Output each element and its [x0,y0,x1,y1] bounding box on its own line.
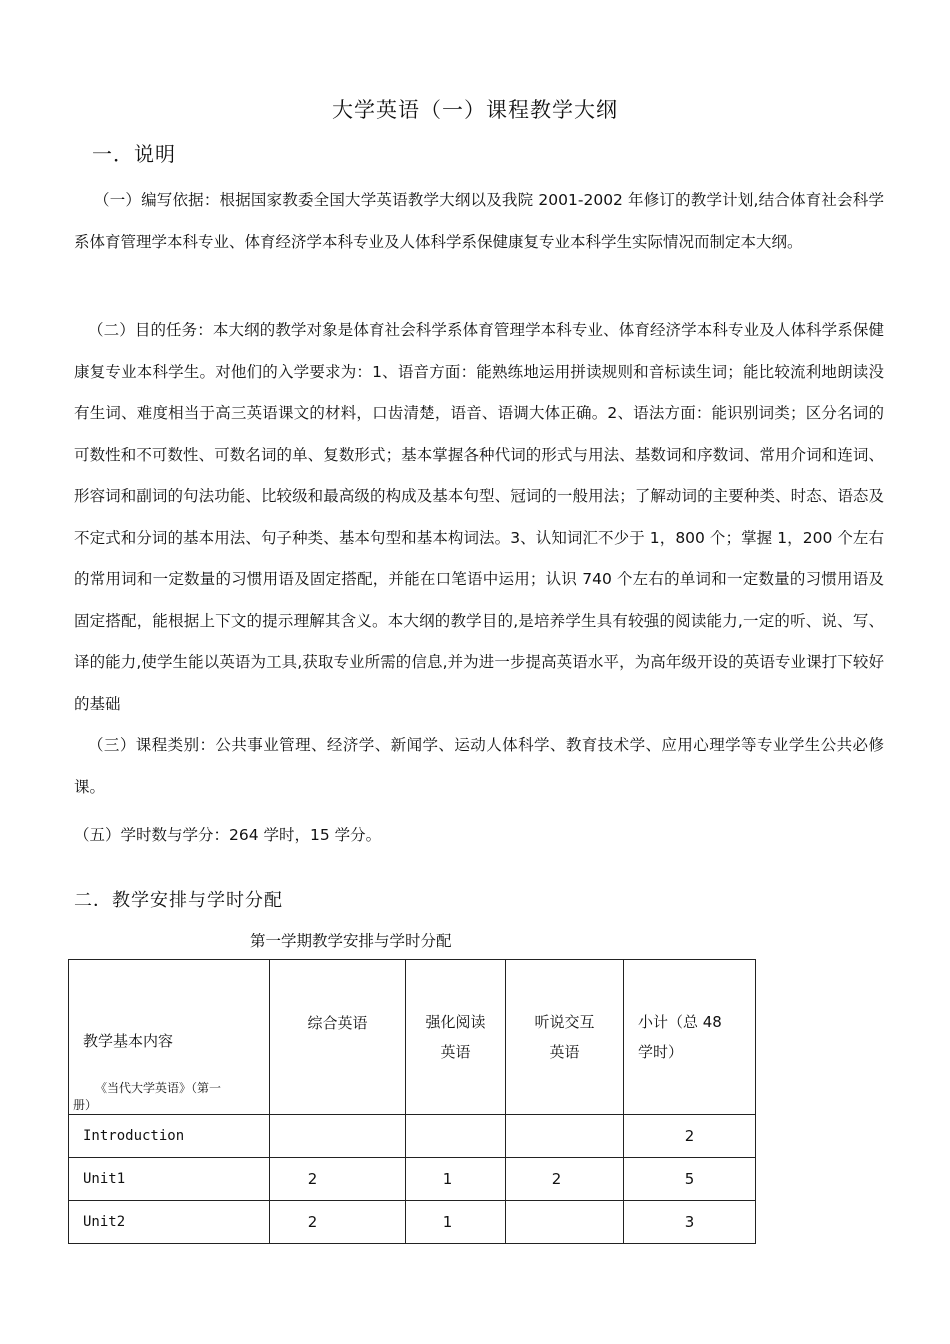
row-reading-value: 1 [406,1158,506,1201]
paragraph-hours-credits: （五）学时数与学分：264 学时，15 学分。 [74,826,382,844]
row-total-value: 5 [624,1158,756,1201]
header-textbook-line2: 册） [73,1098,98,1112]
row-integrated-value: 2 [270,1201,406,1244]
table-row [69,1158,756,1201]
header-listening-line2: 英语 [549,1043,580,1061]
header-cell-reading [406,960,506,1115]
header-textbook-note [73,1080,263,1114]
row-total-value: 2 [624,1115,756,1158]
row-label: Unit1 [69,1158,270,1201]
paragraph-course-type: （三）课程类别：公共事业管理、经济学、新闻学、运动人体科学、教育技术学、应用心理学等专业学生公共必修课。 [74,736,884,796]
header-subtotal-line2: 学时） [638,1043,684,1061]
header-listening-label [506,1007,623,1067]
document-title: 大学英语（一）课程教学大纲 [332,98,618,122]
row-label: Introduction [69,1115,270,1158]
header-cell-integrated [270,960,406,1115]
row-label: Unit2 [69,1201,270,1244]
header-cell-content [69,960,270,1115]
table-caption: 第一学期教学安排与学时分配 [250,932,452,950]
row-listening-value [506,1201,624,1244]
header-integrated-label: 综合英语 [307,1014,368,1032]
header-cell-subtotal [624,960,756,1115]
row-reading-value [406,1115,506,1158]
section-heading-schedule: 二．教学安排与学时分配 [74,890,283,911]
header-reading-line1: 强化阅读 [425,1013,486,1031]
paragraph-basis: （一）编写依据：根据国家教委全国大学英语教学大纲以及我院 2001-2002 年修订的教学计划,结合体育社会科学系体育管理学本科专业、体育经济学本科专业及人体科学系保健康复专业本科学生实际情况而制定本大纲。 [74,191,884,251]
section-heading-description: 一．说明 [92,142,176,166]
row-integrated-value [270,1115,406,1158]
table-row [69,1115,756,1158]
header-subtotal-label [638,1007,755,1067]
row-listening-value: 2 [506,1158,624,1201]
row-listening-value [506,1115,624,1158]
row-integrated-value: 2 [270,1158,406,1201]
row-total-value: 3 [624,1201,756,1244]
header-subtotal-line1: 小计（总 48 [638,1013,722,1031]
paragraph-objectives: （二）目的任务：本大纲的教学对象是体育社会科学系体育管理学本科专业、体育经济学本科专业及人体科学系保健康复专业本科学生。对他们的入学要求为：1、语音方面：能熟练地运用拼读规则和音标读生词；能比较流利地朗读没有生词、难度相当于高三英语课文的材料，口齿清楚，语音、语调大体正确。2、语法方面：能识别词类；区分名词的可数性和不可数性、可数名词的单、复数形式；基本掌握各种代词的形式与用法、基数词和序数词、常用介词和连词、形容词和副词的句法功能、比较级和最高级的构成及基本句型、冠词的一般用法；了解动词的主要种类、时态、语态及不定式和分词的基本用法、句子种类、基本句型和基本构词法。3、认知词汇不少于 1，800 个；掌握 1，200 个左右的常用词和一定数量的习惯用语及固定搭配，并能在口笔语中运用；认识 740 个左右的单词和一定数量的习惯用语及固定搭配，能根据上下文的提示理解其含义。本大纲的教学目的,是培养学生具有较强的阅读能力,一定的听、说、写、译的能力,使学生能以英语为工具,获取专业所需的信息,并为进一步提高英语水平，为高年级开设的英语专业课打下较好的基础 [74,321,884,713]
header-textbook-line1: 《当代大学英语》（第一 [95,1081,222,1095]
schedule-table [68,959,756,1244]
row-reading-value: 1 [406,1201,506,1244]
header-reading-label [406,1007,505,1067]
header-listening-line1: 听说交互 [534,1013,595,1031]
table-header-row [69,960,756,1115]
header-content-label: 教学基本内容 [83,1032,174,1050]
table-row [69,1201,756,1244]
header-reading-line2: 英语 [440,1043,471,1061]
header-cell-listening [506,960,624,1115]
